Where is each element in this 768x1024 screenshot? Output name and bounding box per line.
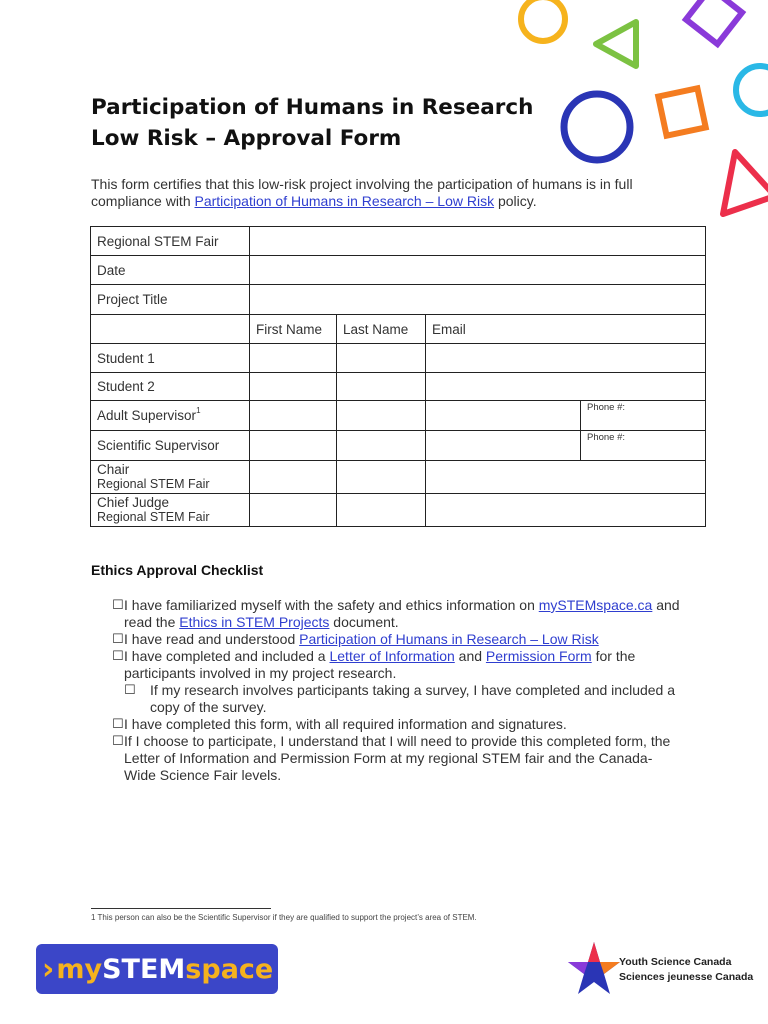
approval-form-table (90, 226, 706, 527)
logo-word-stem: STEM (102, 953, 186, 985)
checkbox-icon[interactable]: ☐ (112, 734, 124, 749)
checklist-text: document. (329, 614, 399, 630)
table-row (91, 373, 706, 401)
project-title-field[interactable] (250, 285, 706, 315)
chief-judge-first-name-field[interactable] (250, 494, 337, 527)
table-row (91, 461, 706, 494)
letter-of-information-link[interactable]: Letter of Information (329, 648, 455, 664)
checklist-text: If I choose to participate, I understand that I will need to provide this completed form, the Letter of Information and Permission Form at my regional STEM fair and the Canada-Wide Science Fair levels. (124, 733, 671, 783)
header-blank-cell (91, 315, 250, 344)
project-title-label: Project Title (91, 285, 250, 315)
adult-supervisor-last-name-field[interactable] (337, 401, 426, 431)
chief-judge-subtext: Regional STEM Fair (97, 510, 210, 524)
adult-supervisor-email-field[interactable] (426, 401, 581, 430)
low-risk-policy-link[interactable]: Participation of Humans in Research – Low Risk (299, 631, 599, 647)
checklist-item (112, 648, 682, 682)
intro-text: This form certifies that this low-risk project involving the participation of humans is in full compliance with (91, 176, 633, 209)
date-label: Date (91, 256, 250, 285)
checkbox-icon[interactable]: ☐ (112, 649, 124, 664)
checklist-text: I have familiarized myself with the safety and ethics information on (124, 597, 539, 613)
scientific-supervisor-phone-field[interactable]: Phone #: (587, 432, 626, 443)
checklist-text: I have completed this form, with all required information and signatures. (124, 716, 567, 732)
last-name-header: Last Name (337, 315, 426, 344)
footnote-marker: 1 (196, 406, 201, 415)
student-1-last-name-field[interactable] (337, 344, 426, 373)
checkbox-icon[interactable]: ☐ (112, 632, 124, 647)
intro-paragraph (91, 176, 691, 210)
student-1-first-name-field[interactable] (250, 344, 337, 373)
adult-supervisor-email-phone-cell (426, 401, 706, 431)
red-triangle-shape (723, 152, 768, 214)
adult-supervisor-first-name-field[interactable] (250, 401, 337, 431)
adult-supervisor-phone-field[interactable]: Phone #: (587, 402, 626, 413)
adult-supervisor-label (91, 401, 250, 431)
checklist-item (112, 631, 682, 648)
ysc-french-name: Sciences jeunesse Canada (619, 971, 754, 983)
checklist-item (112, 716, 682, 733)
checklist-item (112, 733, 682, 784)
student-2-last-name-field[interactable] (337, 373, 426, 401)
table-row (91, 401, 706, 431)
policy-link[interactable]: Participation of Humans in Research – Low Risk (194, 193, 495, 209)
scientific-supervisor-label: Scientific Supervisor (91, 431, 250, 461)
table-row (91, 431, 706, 461)
student-2-label: Student 2 (91, 373, 250, 401)
table-header-row (91, 315, 706, 344)
scientific-supervisor-email-field[interactable] (426, 431, 581, 460)
scientific-supervisor-email-phone-cell (426, 431, 706, 461)
student-1-email-field[interactable] (426, 344, 706, 373)
orange-square-shape (658, 88, 705, 135)
yellow-circle-shape (521, 0, 565, 41)
scientific-supervisor-last-name-field[interactable] (337, 431, 426, 461)
youth-science-canada-logo-text (619, 955, 753, 985)
ysc-english-name: Youth Science Canada (619, 956, 732, 968)
chief-judge-text: Chief Judge (97, 495, 170, 510)
title-line-2: Low Risk – Approval Form (91, 126, 402, 151)
footnote: 1 This person can also be the Scientific Supervisor if they are qualified to support the project’s area of STEM. (91, 913, 477, 922)
checklist-text: and read the (124, 597, 680, 630)
chair-email-field[interactable] (426, 461, 706, 494)
table-row (91, 227, 706, 256)
checklist-text: I have completed and included a (124, 648, 330, 664)
student-1-label: Student 1 (91, 344, 250, 373)
logo-word-my: my (56, 953, 103, 985)
student-2-email-field[interactable] (426, 373, 706, 401)
first-name-header: First Name (250, 315, 337, 344)
logo-word-space: space (185, 953, 274, 985)
checklist-text: If my research involves participants taking a survey, I have completed and included a copy of the survey. (150, 682, 676, 715)
footnote-divider (91, 908, 271, 909)
ethics-checklist (112, 597, 682, 784)
chevron-right-icon: › (42, 951, 55, 987)
chair-subtext: Regional STEM Fair (97, 477, 210, 491)
ethics-in-stem-link[interactable]: Ethics in STEM Projects (179, 614, 330, 630)
email-header: Email (426, 315, 706, 344)
chief-judge-last-name-field[interactable] (337, 494, 426, 527)
checklist-item (112, 597, 682, 631)
permission-form-link[interactable]: Permission Form (485, 648, 592, 664)
chair-first-name-field[interactable] (250, 461, 337, 494)
checklist-title: Ethics Approval Checklist (91, 562, 264, 578)
purple-square-shape (686, 0, 742, 44)
checkbox-icon[interactable]: ☐ (112, 717, 124, 732)
adult-supervisor-text: Adult Supervisor (97, 408, 197, 423)
scientific-supervisor-first-name-field[interactable] (250, 431, 337, 461)
table-row (91, 344, 706, 373)
page-title (91, 92, 533, 154)
checklist-text: I have read and understood (124, 631, 300, 647)
chair-label (91, 461, 250, 494)
chair-text: Chair (97, 462, 130, 477)
checklist-subitem (112, 682, 682, 716)
mystemspace-logo (36, 944, 278, 994)
checklist-text: and (454, 648, 486, 664)
table-row (91, 285, 706, 315)
checklist-text: for the participants involved in my project research. (124, 648, 636, 681)
star-point-red (588, 942, 600, 962)
table-row (91, 494, 706, 527)
chair-last-name-field[interactable] (337, 461, 426, 494)
student-2-first-name-field[interactable] (250, 373, 337, 401)
regional-fair-field[interactable] (250, 227, 706, 256)
table-row (91, 256, 706, 285)
mystemspace-link[interactable]: mySTEMspace.ca (538, 597, 653, 613)
green-triangle-shape (596, 22, 636, 66)
navy-circle-shape (564, 94, 630, 160)
checkbox-icon[interactable]: ☐ (112, 598, 124, 613)
cyan-circle-shape (736, 66, 768, 114)
title-line-1: Participation of Humans in Research (91, 95, 534, 120)
checkbox-icon[interactable]: ☐ (124, 683, 136, 698)
chief-judge-email-field[interactable] (426, 494, 706, 527)
chief-judge-label (91, 494, 250, 527)
date-field[interactable] (250, 256, 706, 285)
intro-text-end: policy. (494, 193, 537, 209)
regional-fair-label: Regional STEM Fair (91, 227, 250, 256)
